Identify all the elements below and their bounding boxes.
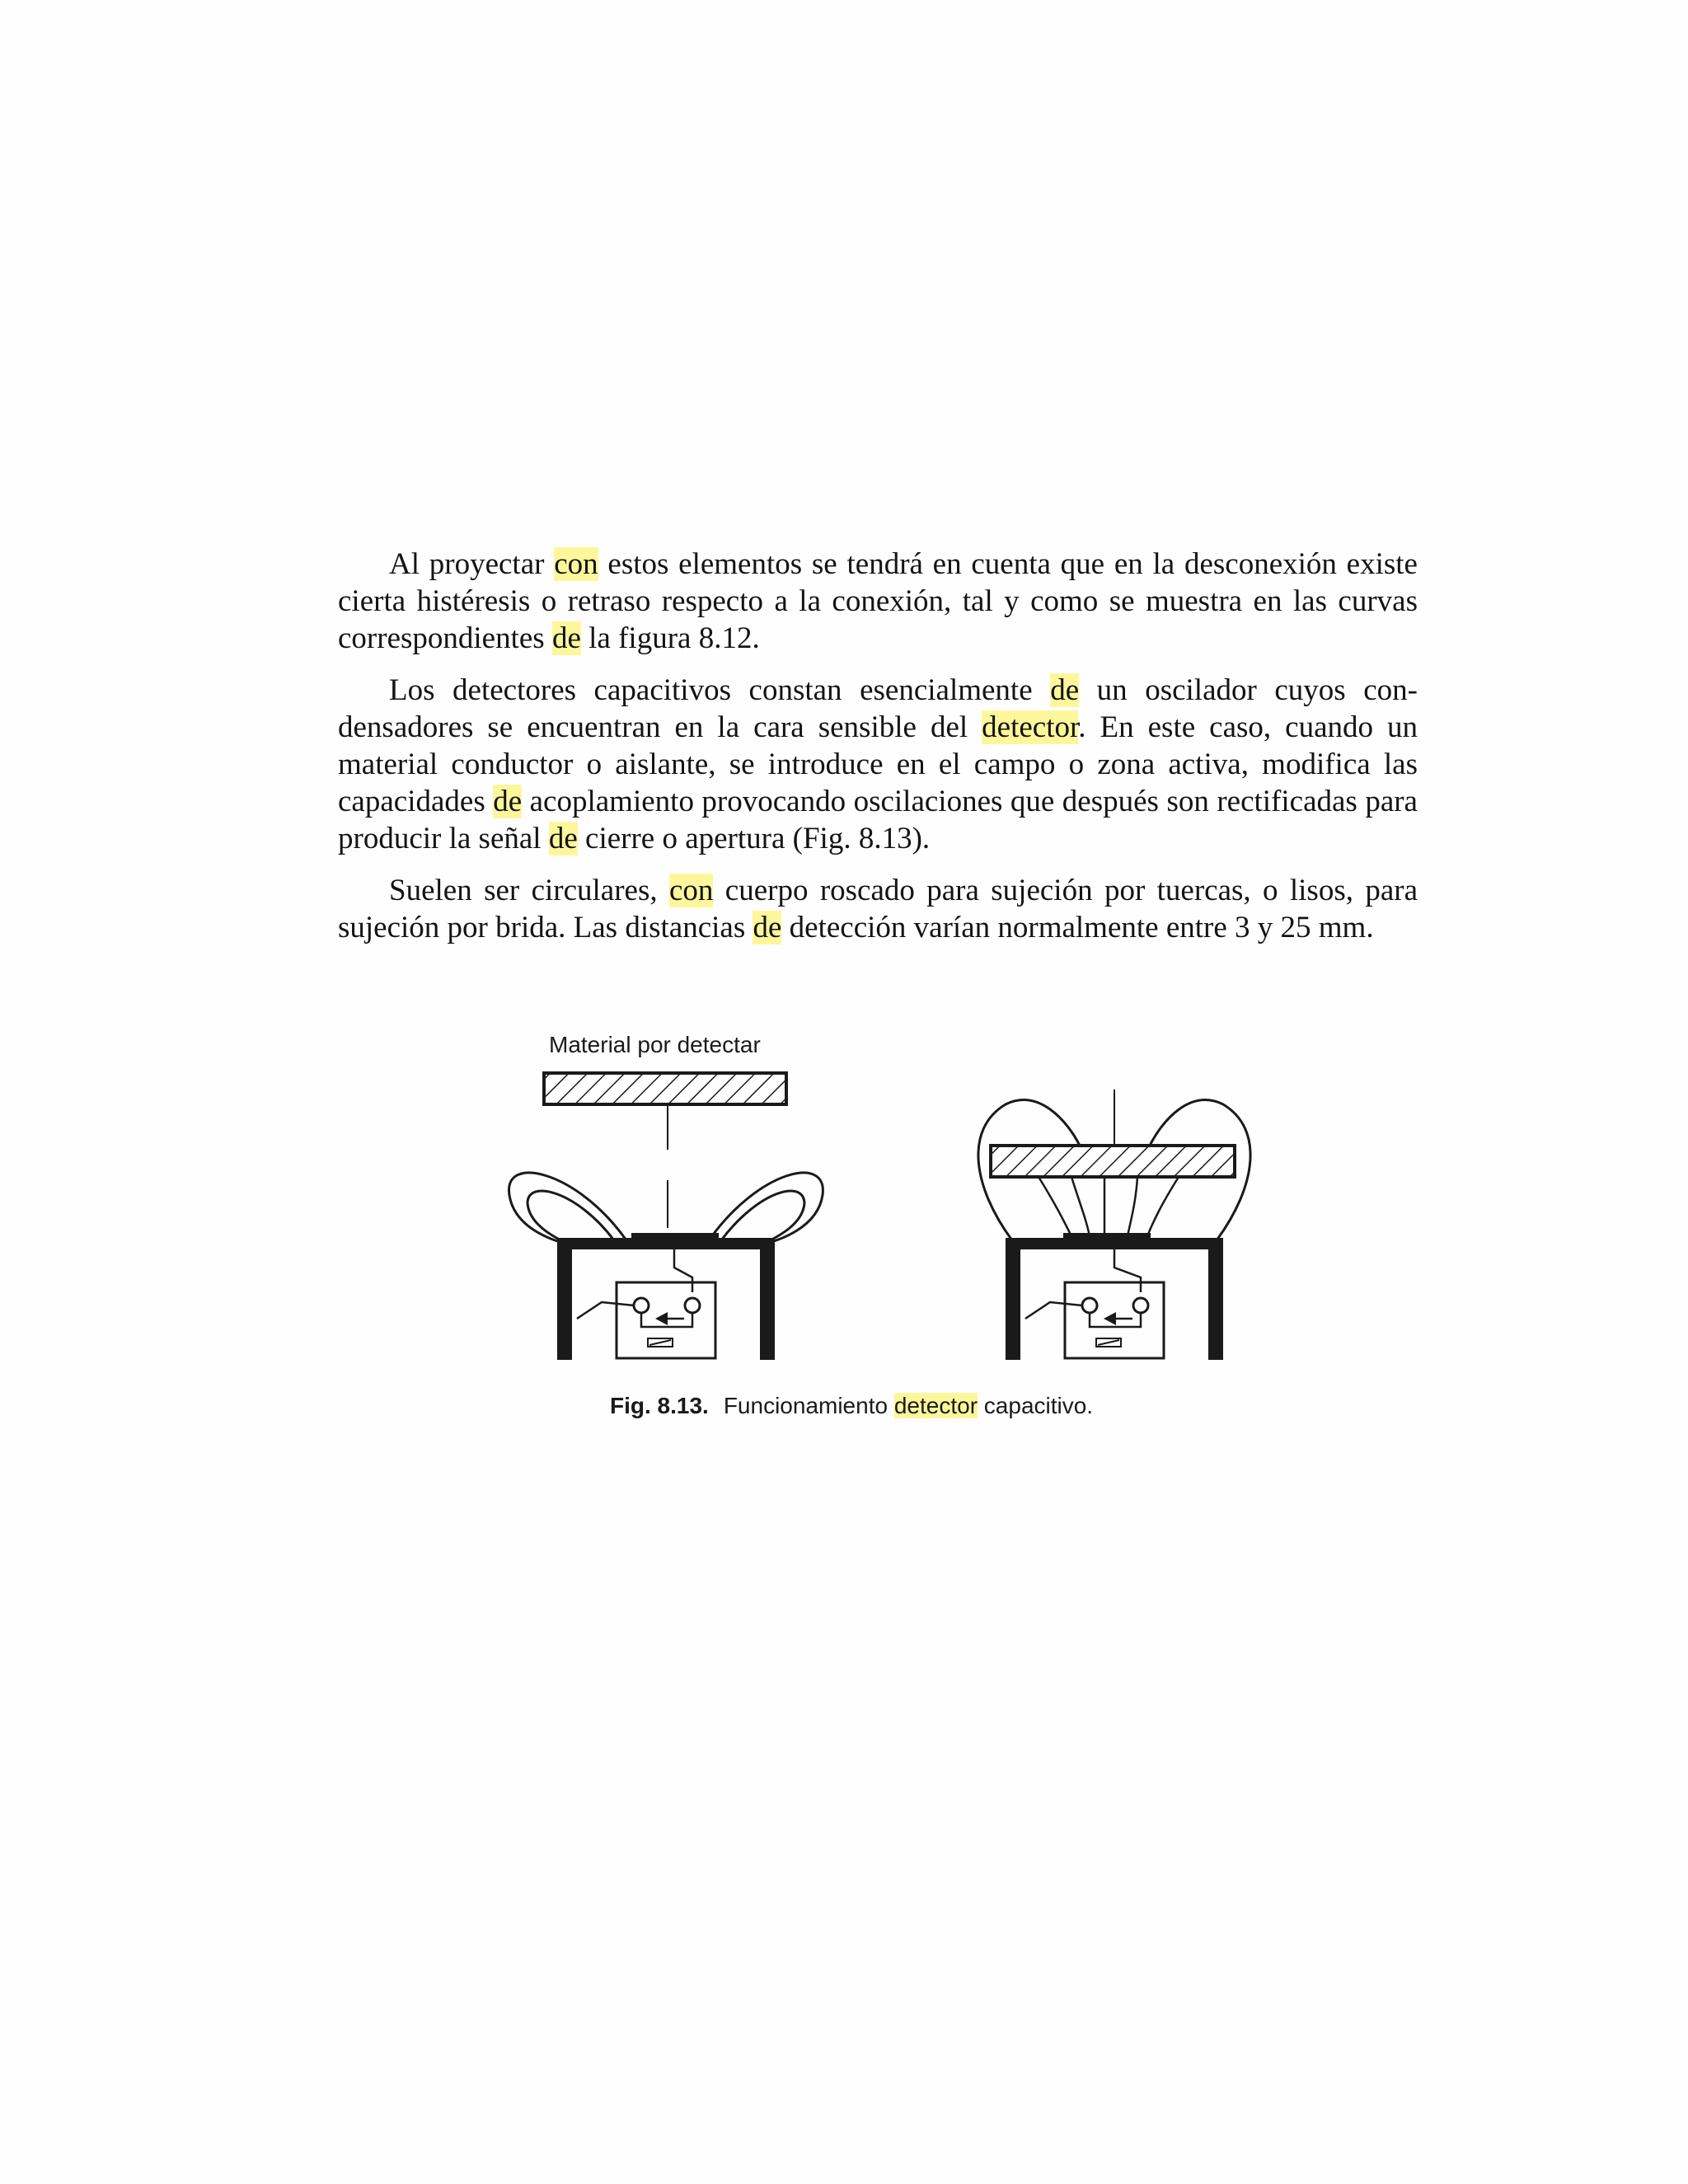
- caption-text-end: capacitivo.: [978, 1393, 1094, 1418]
- figure-number: Fig. 8.13.: [610, 1393, 709, 1418]
- highlighted-word: de: [753, 911, 782, 944]
- highlighted-word: con: [554, 547, 598, 581]
- material-block-left: [544, 1073, 786, 1104]
- body-text: [338, 546, 1418, 961]
- right-detector-diagram: [978, 1090, 1250, 1360]
- material-block-right: [991, 1146, 1235, 1177]
- highlighted-word: con: [668, 874, 714, 907]
- highlighted-word: de: [493, 785, 523, 818]
- paragraph: Los detectores capacitivos constan esencialmente de un oscilador cuyos condensadores se encuentran en la cara sensible del detector. En este caso, cuando un material conductor o aislante, se introduce en el campo o zona activa, modifica las capacidades de acoplamiento provocando oscilaciones que después son rectificadas para producir la señal de cierre o apertura (Fig. 8.13).: [338, 673, 1418, 855]
- caption-text-start: Funcionamiento: [723, 1393, 894, 1418]
- highlighted-word: de: [1050, 673, 1080, 707]
- left-detector-diagram: [509, 1073, 823, 1360]
- paragraph: Suelen ser circulares, con cuerpo roscado para sujeción por tuercas, o lisos, para sujeción por brida. Las distancias de detección varían normalmente entre 3 y 25 mm.: [338, 874, 1418, 944]
- figure-caption: [610, 1393, 1093, 1419]
- material-label: Material por detectar: [549, 1032, 761, 1057]
- paragraph: Al proyectar con estos elementos se tendrá en cuenta que en la desconexión existe cierta histéresis o retraso respecto a la conexión, tal y como se muestra en las curvas correspondientes de la figura 8.12.: [338, 547, 1418, 655]
- highlighted-word: detector: [982, 710, 1079, 744]
- caption-highlight: detector: [893, 1393, 978, 1418]
- highlighted-word: de: [551, 621, 581, 655]
- highlighted-word: de: [548, 822, 578, 855]
